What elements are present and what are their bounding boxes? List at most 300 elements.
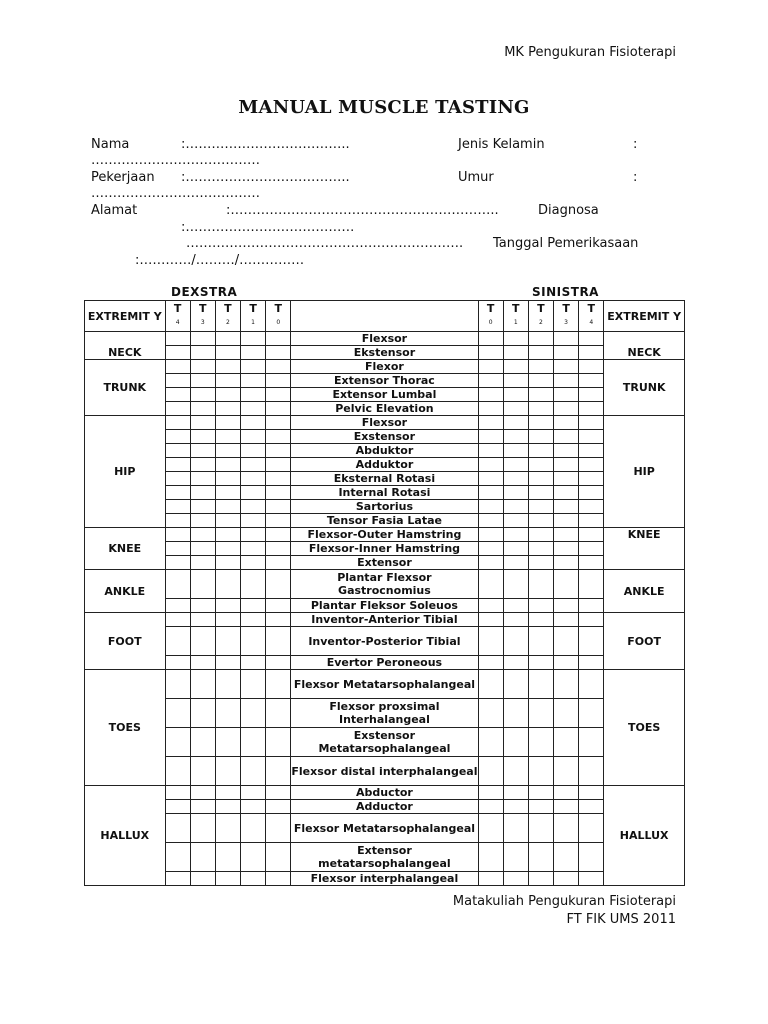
grade-cell-dexstra[interactable] (215, 444, 240, 458)
tanggal-field[interactable]: :…………/………/…………… (135, 253, 305, 268)
grade-cell-dexstra[interactable] (190, 402, 215, 416)
grade-cell-dexstra[interactable] (190, 613, 215, 627)
grade-cell-sinistra[interactable] (528, 656, 553, 670)
grade-cell-dexstra[interactable] (241, 472, 266, 486)
grade-cell-dexstra[interactable] (215, 699, 240, 728)
grade-cell-dexstra[interactable] (165, 430, 190, 444)
grade-cell-dexstra[interactable] (266, 458, 291, 472)
grade-cell-sinistra[interactable] (503, 416, 528, 430)
grade-cell-sinistra[interactable] (554, 500, 579, 514)
grade-cell-dexstra[interactable] (190, 757, 215, 786)
grade-cell-dexstra[interactable] (215, 843, 240, 872)
grade-cell-sinistra[interactable] (579, 627, 604, 656)
grade-cell-sinistra[interactable] (503, 786, 528, 800)
grade-cell-dexstra[interactable] (241, 332, 266, 346)
grade-cell-sinistra[interactable] (554, 514, 579, 528)
grade-cell-dexstra[interactable] (190, 346, 215, 360)
grade-cell-sinistra[interactable] (579, 444, 604, 458)
grade-cell-sinistra[interactable] (528, 472, 553, 486)
grade-cell-dexstra[interactable] (266, 599, 291, 613)
grade-cell-dexstra[interactable] (190, 500, 215, 514)
grade-cell-dexstra[interactable] (266, 613, 291, 627)
grade-cell-dexstra[interactable] (266, 814, 291, 843)
grade-cell-dexstra[interactable] (165, 786, 190, 800)
grade-cell-dexstra[interactable] (266, 627, 291, 656)
grade-cell-dexstra[interactable] (215, 542, 240, 556)
grade-cell-dexstra[interactable] (165, 346, 190, 360)
grade-cell-dexstra[interactable] (241, 528, 266, 542)
grade-cell-sinistra[interactable] (579, 786, 604, 800)
grade-cell-dexstra[interactable] (215, 332, 240, 346)
grade-cell-dexstra[interactable] (215, 346, 240, 360)
grade-cell-dexstra[interactable] (215, 472, 240, 486)
grade-cell-dexstra[interactable] (241, 814, 266, 843)
grade-cell-dexstra[interactable] (165, 514, 190, 528)
grade-cell-dexstra[interactable] (266, 360, 291, 374)
grade-cell-dexstra[interactable] (165, 528, 190, 542)
grade-cell-dexstra[interactable] (241, 430, 266, 444)
grade-cell-sinistra[interactable] (554, 699, 579, 728)
grade-cell-sinistra[interactable] (528, 416, 553, 430)
grade-cell-dexstra[interactable] (165, 814, 190, 843)
grade-cell-dexstra[interactable] (165, 542, 190, 556)
grade-cell-sinistra[interactable] (478, 786, 503, 800)
grade-cell-dexstra[interactable] (190, 360, 215, 374)
grade-cell-sinistra[interactable] (503, 346, 528, 360)
grade-cell-sinistra[interactable] (528, 670, 553, 699)
grade-cell-sinistra[interactable] (554, 388, 579, 402)
grade-cell-sinistra[interactable] (478, 627, 503, 656)
grade-cell-dexstra[interactable] (165, 402, 190, 416)
grade-cell-dexstra[interactable] (241, 786, 266, 800)
grade-cell-sinistra[interactable] (579, 872, 604, 886)
grade-cell-sinistra[interactable] (528, 872, 553, 886)
grade-cell-dexstra[interactable] (241, 570, 266, 599)
grade-cell-dexstra[interactable] (215, 757, 240, 786)
grade-cell-dexstra[interactable] (165, 486, 190, 500)
grade-cell-sinistra[interactable] (503, 843, 528, 872)
grade-cell-sinistra[interactable] (528, 444, 553, 458)
grade-cell-sinistra[interactable] (478, 346, 503, 360)
grade-cell-dexstra[interactable] (165, 627, 190, 656)
grade-cell-sinistra[interactable] (503, 514, 528, 528)
grade-cell-dexstra[interactable] (266, 542, 291, 556)
grade-cell-dexstra[interactable] (241, 872, 266, 886)
grade-cell-sinistra[interactable] (503, 430, 528, 444)
grade-cell-sinistra[interactable] (528, 514, 553, 528)
grade-cell-dexstra[interactable] (165, 556, 190, 570)
pekerjaan-field[interactable]: :……………………………….. (181, 170, 350, 185)
grade-cell-sinistra[interactable] (554, 402, 579, 416)
grade-cell-sinistra[interactable] (579, 430, 604, 444)
grade-cell-dexstra[interactable] (215, 416, 240, 430)
grade-cell-sinistra[interactable] (528, 486, 553, 500)
grade-cell-sinistra[interactable] (579, 346, 604, 360)
grade-cell-dexstra[interactable] (215, 374, 240, 388)
grade-cell-dexstra[interactable] (266, 374, 291, 388)
grade-cell-dexstra[interactable] (165, 613, 190, 627)
grade-cell-dexstra[interactable] (266, 472, 291, 486)
grade-cell-dexstra[interactable] (215, 599, 240, 613)
grade-cell-dexstra[interactable] (266, 500, 291, 514)
grade-cell-sinistra[interactable] (554, 486, 579, 500)
grade-cell-sinistra[interactable] (528, 556, 553, 570)
grade-cell-dexstra[interactable] (241, 757, 266, 786)
grade-cell-sinistra[interactable] (478, 444, 503, 458)
grade-cell-sinistra[interactable] (478, 374, 503, 388)
grade-cell-sinistra[interactable] (579, 416, 604, 430)
grade-cell-dexstra[interactable] (241, 627, 266, 656)
grade-cell-sinistra[interactable] (554, 728, 579, 757)
grade-cell-sinistra[interactable] (528, 699, 553, 728)
grade-cell-dexstra[interactable] (215, 556, 240, 570)
grade-cell-dexstra[interactable] (266, 430, 291, 444)
grade-cell-dexstra[interactable] (241, 514, 266, 528)
grade-cell-sinistra[interactable] (528, 360, 553, 374)
grade-cell-dexstra[interactable] (190, 388, 215, 402)
grade-cell-sinistra[interactable] (528, 346, 553, 360)
grade-cell-dexstra[interactable] (190, 416, 215, 430)
grade-cell-sinistra[interactable] (478, 430, 503, 444)
grade-cell-sinistra[interactable] (478, 757, 503, 786)
grade-cell-sinistra[interactable] (579, 360, 604, 374)
grade-cell-dexstra[interactable] (165, 757, 190, 786)
grade-cell-sinistra[interactable] (579, 500, 604, 514)
grade-cell-sinistra[interactable] (579, 388, 604, 402)
grade-cell-dexstra[interactable] (266, 528, 291, 542)
grade-cell-sinistra[interactable] (554, 346, 579, 360)
grade-cell-dexstra[interactable] (241, 374, 266, 388)
grade-cell-sinistra[interactable] (554, 360, 579, 374)
grade-cell-sinistra[interactable] (478, 814, 503, 843)
grade-cell-sinistra[interactable] (528, 402, 553, 416)
grade-cell-sinistra[interactable] (503, 556, 528, 570)
grade-cell-sinistra[interactable] (478, 670, 503, 699)
grade-cell-sinistra[interactable] (554, 627, 579, 656)
grade-cell-sinistra[interactable] (554, 800, 579, 814)
grade-cell-dexstra[interactable] (215, 402, 240, 416)
grade-cell-sinistra[interactable] (478, 556, 503, 570)
grade-cell-sinistra[interactable] (554, 332, 579, 346)
grade-cell-sinistra[interactable] (478, 599, 503, 613)
grade-cell-sinistra[interactable] (478, 656, 503, 670)
grade-cell-sinistra[interactable] (554, 814, 579, 843)
grade-cell-dexstra[interactable] (241, 670, 266, 699)
grade-cell-dexstra[interactable] (215, 627, 240, 656)
grade-cell-dexstra[interactable] (215, 500, 240, 514)
diagnosa-field[interactable]: :………………………………… (181, 220, 355, 235)
grade-cell-sinistra[interactable] (478, 360, 503, 374)
grade-cell-sinistra[interactable] (503, 627, 528, 656)
grade-cell-sinistra[interactable] (503, 613, 528, 627)
grade-cell-dexstra[interactable] (241, 728, 266, 757)
grade-cell-dexstra[interactable] (165, 656, 190, 670)
grade-cell-dexstra[interactable] (241, 402, 266, 416)
grade-cell-dexstra[interactable] (190, 332, 215, 346)
grade-cell-dexstra[interactable] (190, 374, 215, 388)
grade-cell-dexstra[interactable] (190, 458, 215, 472)
grade-cell-dexstra[interactable] (266, 757, 291, 786)
grade-cell-sinistra[interactable] (503, 570, 528, 599)
grade-cell-dexstra[interactable] (215, 786, 240, 800)
grade-cell-dexstra[interactable] (215, 613, 240, 627)
grade-cell-dexstra[interactable] (215, 514, 240, 528)
grade-cell-dexstra[interactable] (241, 843, 266, 872)
grade-cell-sinistra[interactable] (554, 374, 579, 388)
grade-cell-dexstra[interactable] (190, 786, 215, 800)
grade-cell-sinistra[interactable] (528, 542, 553, 556)
grade-cell-dexstra[interactable] (165, 332, 190, 346)
grade-cell-sinistra[interactable] (554, 613, 579, 627)
grade-cell-sinistra[interactable] (503, 656, 528, 670)
grade-cell-dexstra[interactable] (266, 699, 291, 728)
grade-cell-dexstra[interactable] (190, 514, 215, 528)
grade-cell-sinistra[interactable] (554, 472, 579, 486)
grade-cell-sinistra[interactable] (579, 514, 604, 528)
grade-cell-dexstra[interactable] (215, 570, 240, 599)
grade-cell-dexstra[interactable] (266, 486, 291, 500)
grade-cell-dexstra[interactable] (165, 374, 190, 388)
grade-cell-sinistra[interactable] (503, 757, 528, 786)
grade-cell-sinistra[interactable] (478, 570, 503, 599)
grade-cell-dexstra[interactable] (165, 388, 190, 402)
grade-cell-sinistra[interactable] (579, 699, 604, 728)
grade-cell-dexstra[interactable] (241, 656, 266, 670)
grade-cell-sinistra[interactable] (528, 757, 553, 786)
grade-cell-dexstra[interactable] (190, 656, 215, 670)
grade-cell-dexstra[interactable] (190, 570, 215, 599)
grade-cell-sinistra[interactable] (478, 458, 503, 472)
grade-cell-sinistra[interactable] (478, 486, 503, 500)
grade-cell-dexstra[interactable] (266, 570, 291, 599)
grade-cell-sinistra[interactable] (503, 599, 528, 613)
grade-cell-dexstra[interactable] (266, 388, 291, 402)
grade-cell-dexstra[interactable] (190, 627, 215, 656)
grade-cell-dexstra[interactable] (241, 444, 266, 458)
grade-cell-sinistra[interactable] (528, 627, 553, 656)
grade-cell-sinistra[interactable] (503, 472, 528, 486)
grade-cell-sinistra[interactable] (579, 800, 604, 814)
grade-cell-dexstra[interactable] (241, 599, 266, 613)
grade-cell-dexstra[interactable] (215, 528, 240, 542)
grade-cell-dexstra[interactable] (215, 872, 240, 886)
grade-cell-sinistra[interactable] (478, 472, 503, 486)
grade-cell-sinistra[interactable] (554, 757, 579, 786)
grade-cell-dexstra[interactable] (190, 542, 215, 556)
grade-cell-sinistra[interactable] (579, 556, 604, 570)
grade-cell-sinistra[interactable] (478, 332, 503, 346)
grade-cell-dexstra[interactable] (190, 670, 215, 699)
grade-cell-sinistra[interactable] (503, 814, 528, 843)
grade-cell-sinistra[interactable] (478, 416, 503, 430)
grade-cell-sinistra[interactable] (554, 570, 579, 599)
grade-cell-dexstra[interactable] (190, 599, 215, 613)
umur-field[interactable]: ………………………………… (91, 186, 260, 201)
grade-cell-dexstra[interactable] (165, 472, 190, 486)
grade-cell-dexstra[interactable] (266, 332, 291, 346)
grade-cell-sinistra[interactable] (528, 430, 553, 444)
grade-cell-dexstra[interactable] (241, 388, 266, 402)
grade-cell-dexstra[interactable] (241, 542, 266, 556)
grade-cell-sinistra[interactable] (579, 402, 604, 416)
grade-cell-dexstra[interactable] (215, 388, 240, 402)
grade-cell-sinistra[interactable] (478, 500, 503, 514)
grade-cell-sinistra[interactable] (478, 528, 503, 542)
grade-cell-dexstra[interactable] (215, 814, 240, 843)
grade-cell-dexstra[interactable] (215, 670, 240, 699)
grade-cell-sinistra[interactable] (503, 699, 528, 728)
grade-cell-sinistra[interactable] (554, 599, 579, 613)
grade-cell-sinistra[interactable] (579, 486, 604, 500)
grade-cell-dexstra[interactable] (266, 800, 291, 814)
grade-cell-sinistra[interactable] (579, 374, 604, 388)
grade-cell-sinistra[interactable] (478, 542, 503, 556)
grade-cell-dexstra[interactable] (190, 472, 215, 486)
grade-cell-dexstra[interactable] (266, 843, 291, 872)
grade-cell-sinistra[interactable] (579, 656, 604, 670)
grade-cell-dexstra[interactable] (266, 556, 291, 570)
grade-cell-sinistra[interactable] (579, 458, 604, 472)
grade-cell-dexstra[interactable] (215, 360, 240, 374)
grade-cell-sinistra[interactable] (528, 599, 553, 613)
grade-cell-sinistra[interactable] (503, 402, 528, 416)
alamat-field[interactable]: :…………………………………………………….. (226, 203, 499, 218)
grade-cell-sinistra[interactable] (579, 528, 604, 542)
grade-cell-sinistra[interactable] (554, 656, 579, 670)
grade-cell-sinistra[interactable] (478, 402, 503, 416)
grade-cell-dexstra[interactable] (190, 528, 215, 542)
grade-cell-sinistra[interactable] (579, 670, 604, 699)
grade-cell-sinistra[interactable] (579, 542, 604, 556)
grade-cell-sinistra[interactable] (554, 542, 579, 556)
grade-cell-dexstra[interactable] (190, 430, 215, 444)
grade-cell-sinistra[interactable] (554, 430, 579, 444)
grade-cell-sinistra[interactable] (528, 388, 553, 402)
grade-cell-sinistra[interactable] (579, 757, 604, 786)
grade-cell-sinistra[interactable] (478, 514, 503, 528)
grade-cell-dexstra[interactable] (241, 556, 266, 570)
grade-cell-dexstra[interactable] (165, 699, 190, 728)
grade-cell-dexstra[interactable] (241, 346, 266, 360)
grade-cell-sinistra[interactable] (503, 500, 528, 514)
grade-cell-dexstra[interactable] (241, 360, 266, 374)
grade-cell-dexstra[interactable] (190, 872, 215, 886)
grade-cell-dexstra[interactable] (165, 728, 190, 757)
grade-cell-dexstra[interactable] (266, 728, 291, 757)
grade-cell-sinistra[interactable] (528, 814, 553, 843)
grade-cell-sinistra[interactable] (478, 613, 503, 627)
grade-cell-dexstra[interactable] (266, 872, 291, 886)
grade-cell-sinistra[interactable] (579, 613, 604, 627)
grade-cell-dexstra[interactable] (215, 800, 240, 814)
grade-cell-sinistra[interactable] (503, 728, 528, 757)
grade-cell-dexstra[interactable] (190, 800, 215, 814)
grade-cell-sinistra[interactable] (554, 444, 579, 458)
grade-cell-dexstra[interactable] (241, 500, 266, 514)
grade-cell-sinistra[interactable] (503, 800, 528, 814)
grade-cell-dexstra[interactable] (215, 728, 240, 757)
grade-cell-sinistra[interactable] (579, 814, 604, 843)
grade-cell-dexstra[interactable] (190, 814, 215, 843)
grade-cell-dexstra[interactable] (165, 570, 190, 599)
grade-cell-dexstra[interactable] (215, 458, 240, 472)
grade-cell-sinistra[interactable] (554, 843, 579, 872)
grade-cell-dexstra[interactable] (266, 444, 291, 458)
grade-cell-sinistra[interactable] (503, 872, 528, 886)
grade-cell-dexstra[interactable] (241, 699, 266, 728)
diagnosa-field-continued[interactable]: ………………………………………………………. (186, 236, 464, 251)
grade-cell-sinistra[interactable] (554, 528, 579, 542)
grade-cell-dexstra[interactable] (165, 416, 190, 430)
grade-cell-dexstra[interactable] (165, 843, 190, 872)
grade-cell-sinistra[interactable] (528, 458, 553, 472)
grade-cell-sinistra[interactable] (503, 374, 528, 388)
grade-cell-dexstra[interactable] (215, 430, 240, 444)
grade-cell-dexstra[interactable] (241, 800, 266, 814)
grade-cell-sinistra[interactable] (503, 486, 528, 500)
grade-cell-sinistra[interactable] (554, 556, 579, 570)
jenis-kelamin-field[interactable]: ………………………………… (91, 153, 260, 168)
grade-cell-dexstra[interactable] (165, 670, 190, 699)
grade-cell-dexstra[interactable] (266, 786, 291, 800)
grade-cell-sinistra[interactable] (503, 388, 528, 402)
grade-cell-dexstra[interactable] (190, 728, 215, 757)
grade-cell-sinistra[interactable] (478, 728, 503, 757)
grade-cell-sinistra[interactable] (528, 728, 553, 757)
grade-cell-dexstra[interactable] (215, 656, 240, 670)
grade-cell-sinistra[interactable] (503, 528, 528, 542)
grade-cell-dexstra[interactable] (266, 416, 291, 430)
grade-cell-sinistra[interactable] (478, 872, 503, 886)
grade-cell-dexstra[interactable] (165, 872, 190, 886)
grade-cell-sinistra[interactable] (528, 786, 553, 800)
grade-cell-dexstra[interactable] (190, 556, 215, 570)
grade-cell-sinistra[interactable] (528, 332, 553, 346)
grade-cell-sinistra[interactable] (503, 332, 528, 346)
grade-cell-sinistra[interactable] (503, 360, 528, 374)
grade-cell-dexstra[interactable] (241, 486, 266, 500)
grade-cell-dexstra[interactable] (190, 486, 215, 500)
grade-cell-sinistra[interactable] (554, 416, 579, 430)
grade-cell-sinistra[interactable] (528, 800, 553, 814)
grade-cell-sinistra[interactable] (579, 332, 604, 346)
grade-cell-dexstra[interactable] (215, 486, 240, 500)
grade-cell-sinistra[interactable] (503, 444, 528, 458)
grade-cell-dexstra[interactable] (165, 599, 190, 613)
grade-cell-sinistra[interactable] (528, 843, 553, 872)
grade-cell-sinistra[interactable] (503, 458, 528, 472)
grade-cell-sinistra[interactable] (579, 728, 604, 757)
nama-field[interactable]: :……………………………….. (181, 137, 350, 152)
grade-cell-dexstra[interactable] (190, 843, 215, 872)
grade-cell-dexstra[interactable] (241, 613, 266, 627)
grade-cell-dexstra[interactable] (266, 656, 291, 670)
grade-cell-sinistra[interactable] (554, 786, 579, 800)
grade-cell-sinistra[interactable] (579, 599, 604, 613)
grade-cell-sinistra[interactable] (528, 374, 553, 388)
grade-cell-dexstra[interactable] (266, 670, 291, 699)
grade-cell-sinistra[interactable] (478, 843, 503, 872)
grade-cell-sinistra[interactable] (579, 472, 604, 486)
grade-cell-dexstra[interactable] (190, 444, 215, 458)
grade-cell-dexstra[interactable] (266, 402, 291, 416)
grade-cell-dexstra[interactable] (266, 514, 291, 528)
grade-cell-sinistra[interactable] (579, 843, 604, 872)
grade-cell-sinistra[interactable] (528, 613, 553, 627)
grade-cell-sinistra[interactable] (478, 699, 503, 728)
grade-cell-sinistra[interactable] (528, 528, 553, 542)
grade-cell-sinistra[interactable] (528, 570, 553, 599)
